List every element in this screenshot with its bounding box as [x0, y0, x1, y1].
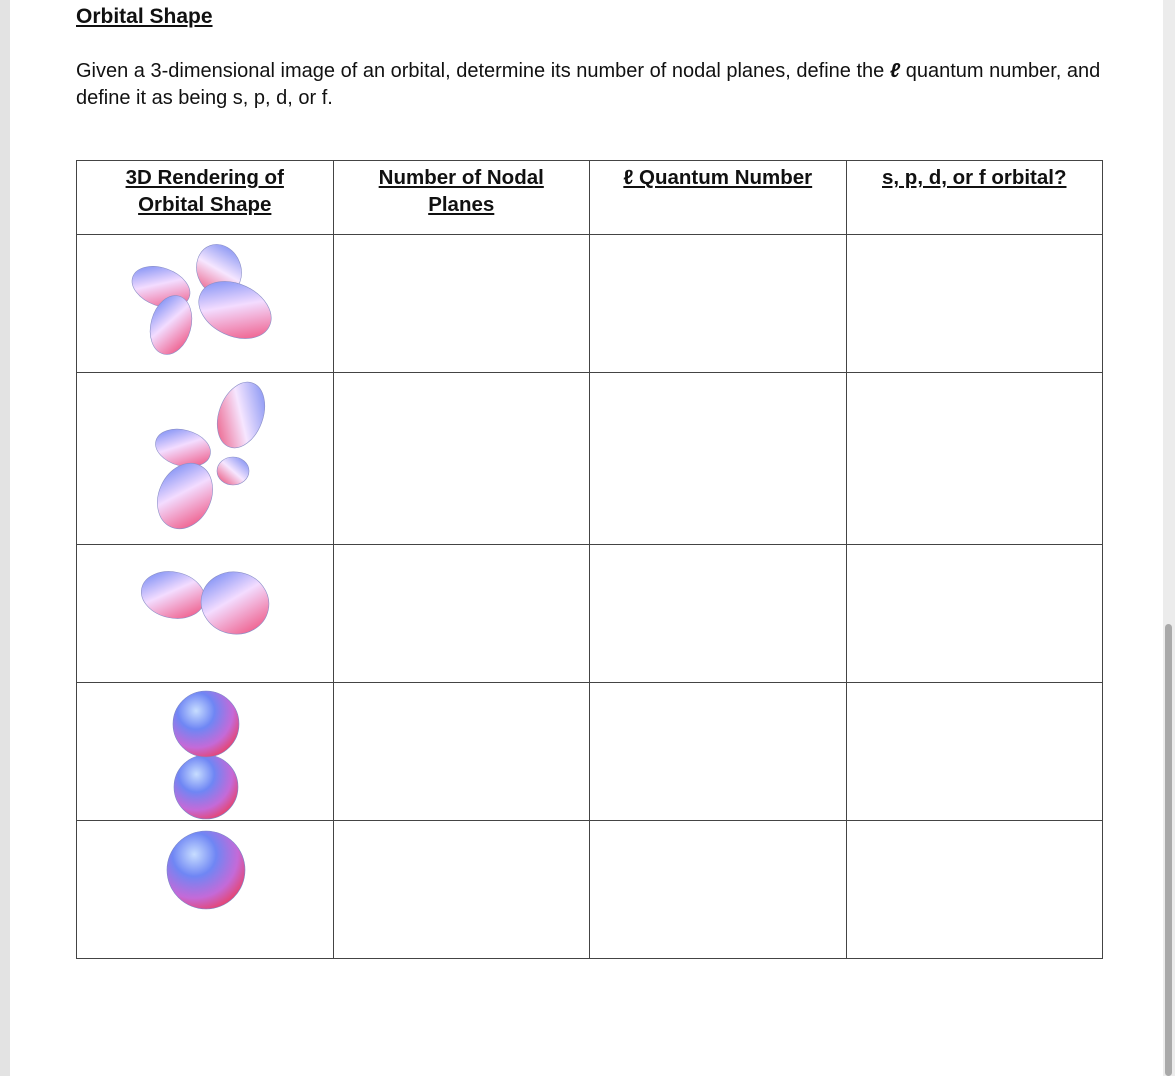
table-row [77, 235, 1103, 373]
vertical-scrollbar[interactable] [1165, 624, 1172, 1076]
nodal-planes-answer-cell[interactable] [333, 821, 590, 959]
orbital-type-answer-cell[interactable] [846, 545, 1103, 683]
table-row [77, 373, 1103, 545]
ell-symbol: ℓ [889, 60, 901, 82]
l-number-answer-cell[interactable] [590, 235, 847, 373]
table-row [77, 683, 1103, 821]
column-header-rendering [77, 161, 334, 235]
nodal-planes-answer-cell[interactable] [333, 683, 590, 821]
page-title: Orbital Shape [76, 5, 213, 28]
orbital-image-cell [77, 821, 334, 959]
page-left-edge [0, 0, 10, 1076]
nodal-planes-answer-cell[interactable] [333, 545, 590, 683]
orbital-image-cell [77, 545, 334, 683]
two-lobed-vertical-orbital-icon [123, 683, 293, 820]
table-header-row [77, 161, 1103, 235]
four-lobed-orbital-icon [123, 235, 293, 372]
column-header-nodal-planes [333, 161, 590, 235]
header-line: s, p, d, or f orbital? [882, 166, 1067, 189]
sphere-orbital-icon [123, 821, 293, 958]
orbital-type-answer-cell[interactable] [846, 683, 1103, 821]
instructions-text [76, 58, 1116, 112]
table-row [77, 545, 1103, 683]
header-line: Planes [428, 193, 495, 216]
orbital-type-answer-cell[interactable] [846, 821, 1103, 959]
nodal-planes-answer-cell[interactable] [333, 373, 590, 545]
orbital-type-answer-cell[interactable] [846, 373, 1103, 545]
orbital-image-cell [77, 235, 334, 373]
l-number-answer-cell[interactable] [590, 373, 847, 545]
six-lobed-orbital-icon [123, 373, 293, 544]
column-header-l-quantum-number [590, 161, 847, 235]
instructions-text-part: Given a 3-dimensional image of an orbital, determine its number of nodal planes, define the [76, 60, 890, 82]
orbital-image-cell [77, 683, 334, 821]
two-lobed-horizontal-orbital-icon [123, 545, 293, 682]
header-line: Number of Nodal [378, 166, 544, 189]
header-line: ℓ Quantum Number [623, 166, 813, 189]
header-line: 3D Rendering of [125, 166, 284, 189]
column-header-orbital-type [846, 161, 1103, 235]
table-row [77, 821, 1103, 959]
orbital-type-answer-cell[interactable] [846, 235, 1103, 373]
header-line: Orbital Shape [138, 193, 272, 216]
l-number-answer-cell[interactable] [590, 821, 847, 959]
l-number-answer-cell[interactable] [590, 545, 847, 683]
nodal-planes-answer-cell[interactable] [333, 235, 590, 373]
orbital-worksheet-table [76, 160, 1103, 959]
l-number-answer-cell[interactable] [590, 683, 847, 821]
instructions-text-part: quantum number, and define it as being s, p, d, or f. [76, 60, 1101, 109]
orbital-image-cell [77, 373, 334, 545]
